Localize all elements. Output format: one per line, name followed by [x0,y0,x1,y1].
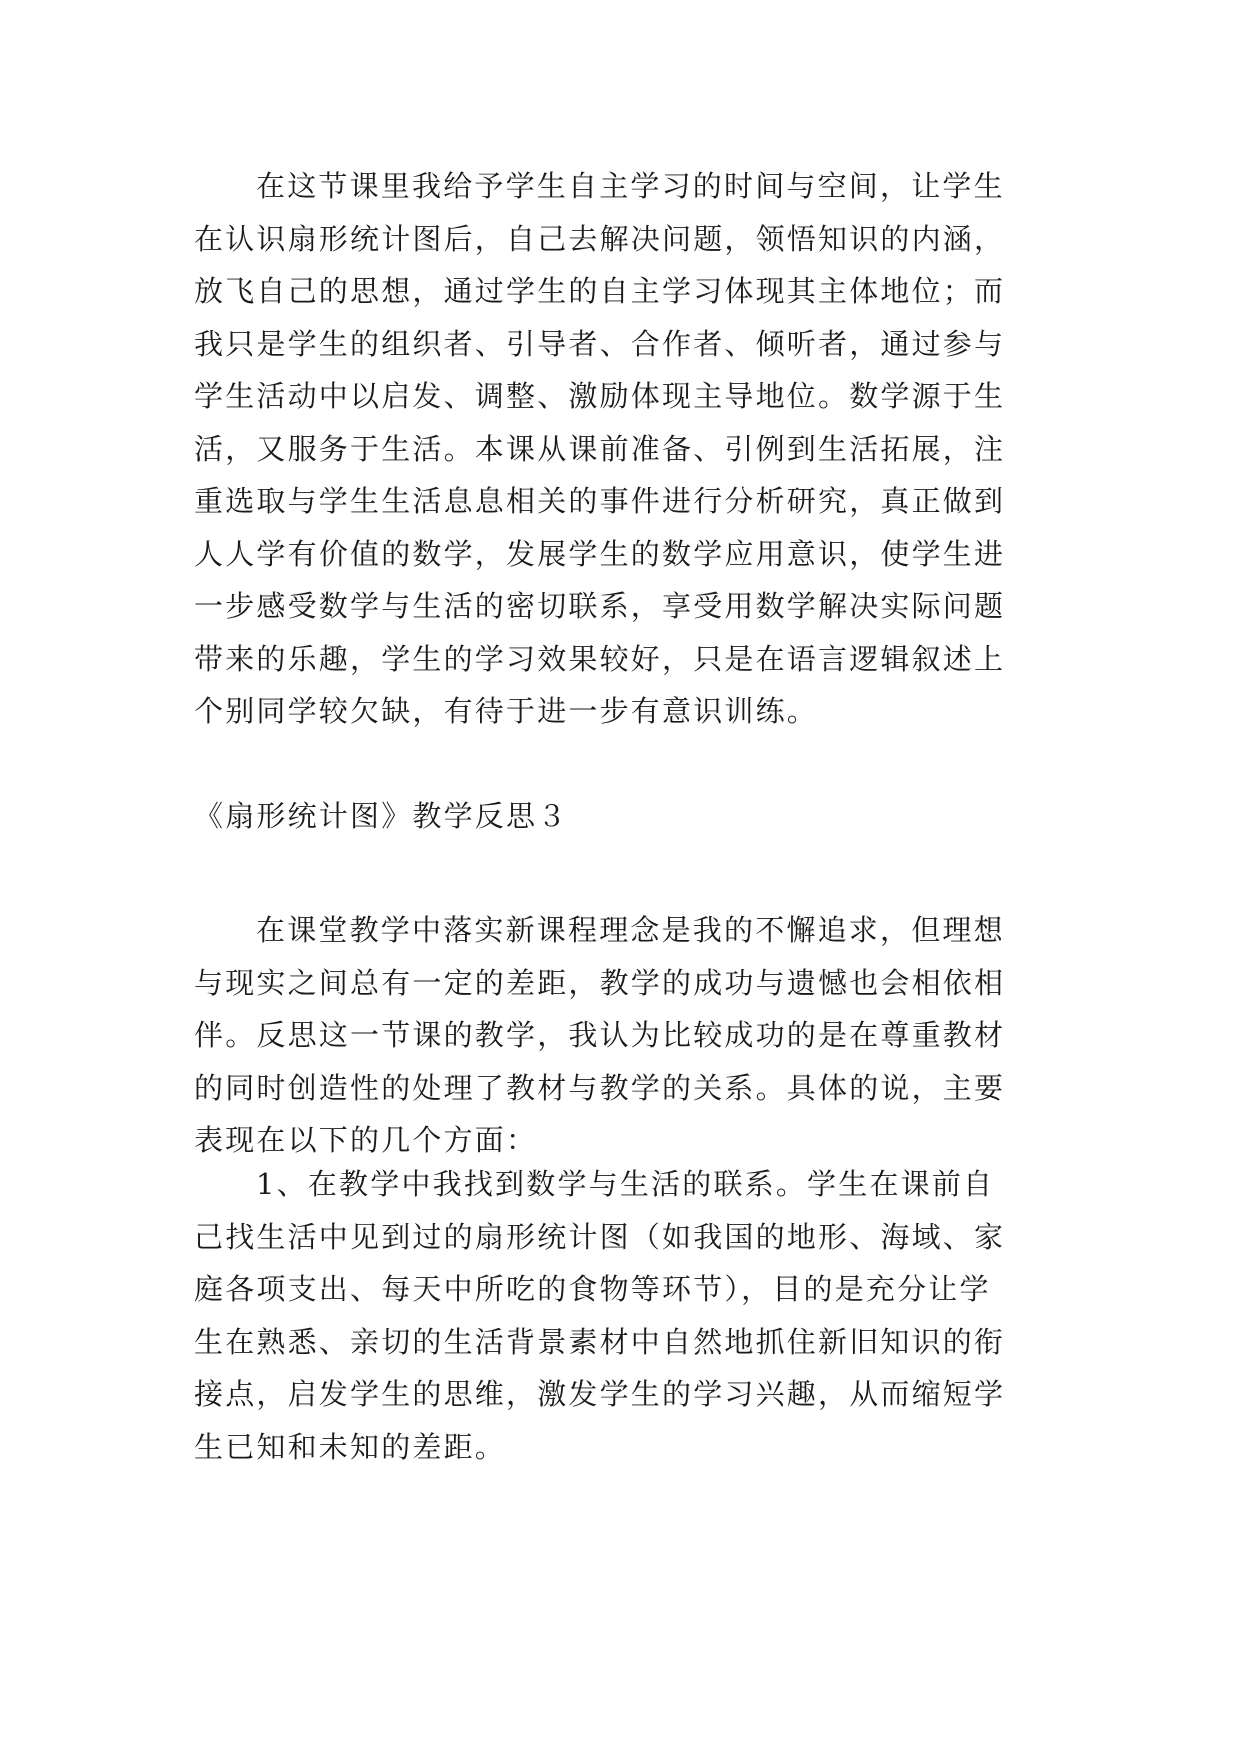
paragraph-line: 个别同学较欠缺，有待于进一步有意识训练。 [194,694,819,728]
paragraph-2 [194,904,1054,1167]
paragraph-line: 与现实之间总有一定的差距，教学的成功与遗憾也会相依相 [194,965,1006,1000]
paragraph-line: 伴。反思这一节课的教学，我认为比较成功的是在尊重教材 [194,1018,1006,1052]
paragraph-line: 带来的乐趣，学生的学习效果较好，只是在语言逻辑叙述上 [194,641,1006,676]
section-heading-text: 《扇形统计图》教学反思３ [194,799,569,833]
paragraph-line: 一步感受数学与生活的密切联系，享受用数学解决实际问题 [194,589,1006,623]
paragraph-line: 在这节课里我给予学生自主学习的时间与空间，让学生 [256,169,1005,203]
paragraph-line: 1、在教学中我找到数学与生活的联系。学生在课前自 [256,1167,995,1201]
paragraph-line: 重选取与学生生活息息相关的事件进行分析研究，真正做到 [194,484,1006,518]
paragraph-line: 我只是学生的组织者、引导者、合作者、倾听者，通过参与 [194,326,1006,361]
paragraph-3 [194,1158,1054,1473]
paragraph-line: 生在熟悉、亲切的生活背景素材中自然地抓住新旧知识的衔 [194,1324,1006,1359]
paragraph-line: 学生活动中以启发、调整、激励体现主导地位。数学源于生 [194,379,1006,413]
paragraph-line: 在课堂教学中落实新课程理念是我的不懈追求，但理想 [256,913,1005,947]
paragraph-line: 庭各项支出、每天中所吃的食物等环节），目的是充分让学 [194,1272,991,1306]
paragraph-line: 生已知和未知的差距。 [194,1429,507,1464]
paragraph-line: 表现在以下的几个方面： [194,1123,538,1157]
paragraph-line: 在认识扇形统计图后，自己去解决问题，领悟知识的内涵， [194,221,1006,256]
paragraph-line: 活，又服务于生活。本课从课前准备、引例到生活拓展，注 [194,431,1006,466]
paragraph-line: 的同时创造性的处理了教材与教学的关系。具体的说，主要 [194,1070,1006,1105]
paragraph-line: 接点，启发学生的思维，激发学生的学习兴趣，从而缩短学 [194,1377,1006,1411]
section-heading [194,790,1054,843]
paragraph-line: 己找生活中见到过的扇形统计图（如我国的地形、海域、家 [194,1219,1006,1254]
paragraph-line: 人人学有价值的数学，发展学生的数学应用意识，使学生进 [194,536,1006,571]
paragraph-line: 放飞自己的思想，通过学生的自主学习体现其主体地位；而 [194,274,1006,308]
paragraph-1 [194,160,1054,738]
